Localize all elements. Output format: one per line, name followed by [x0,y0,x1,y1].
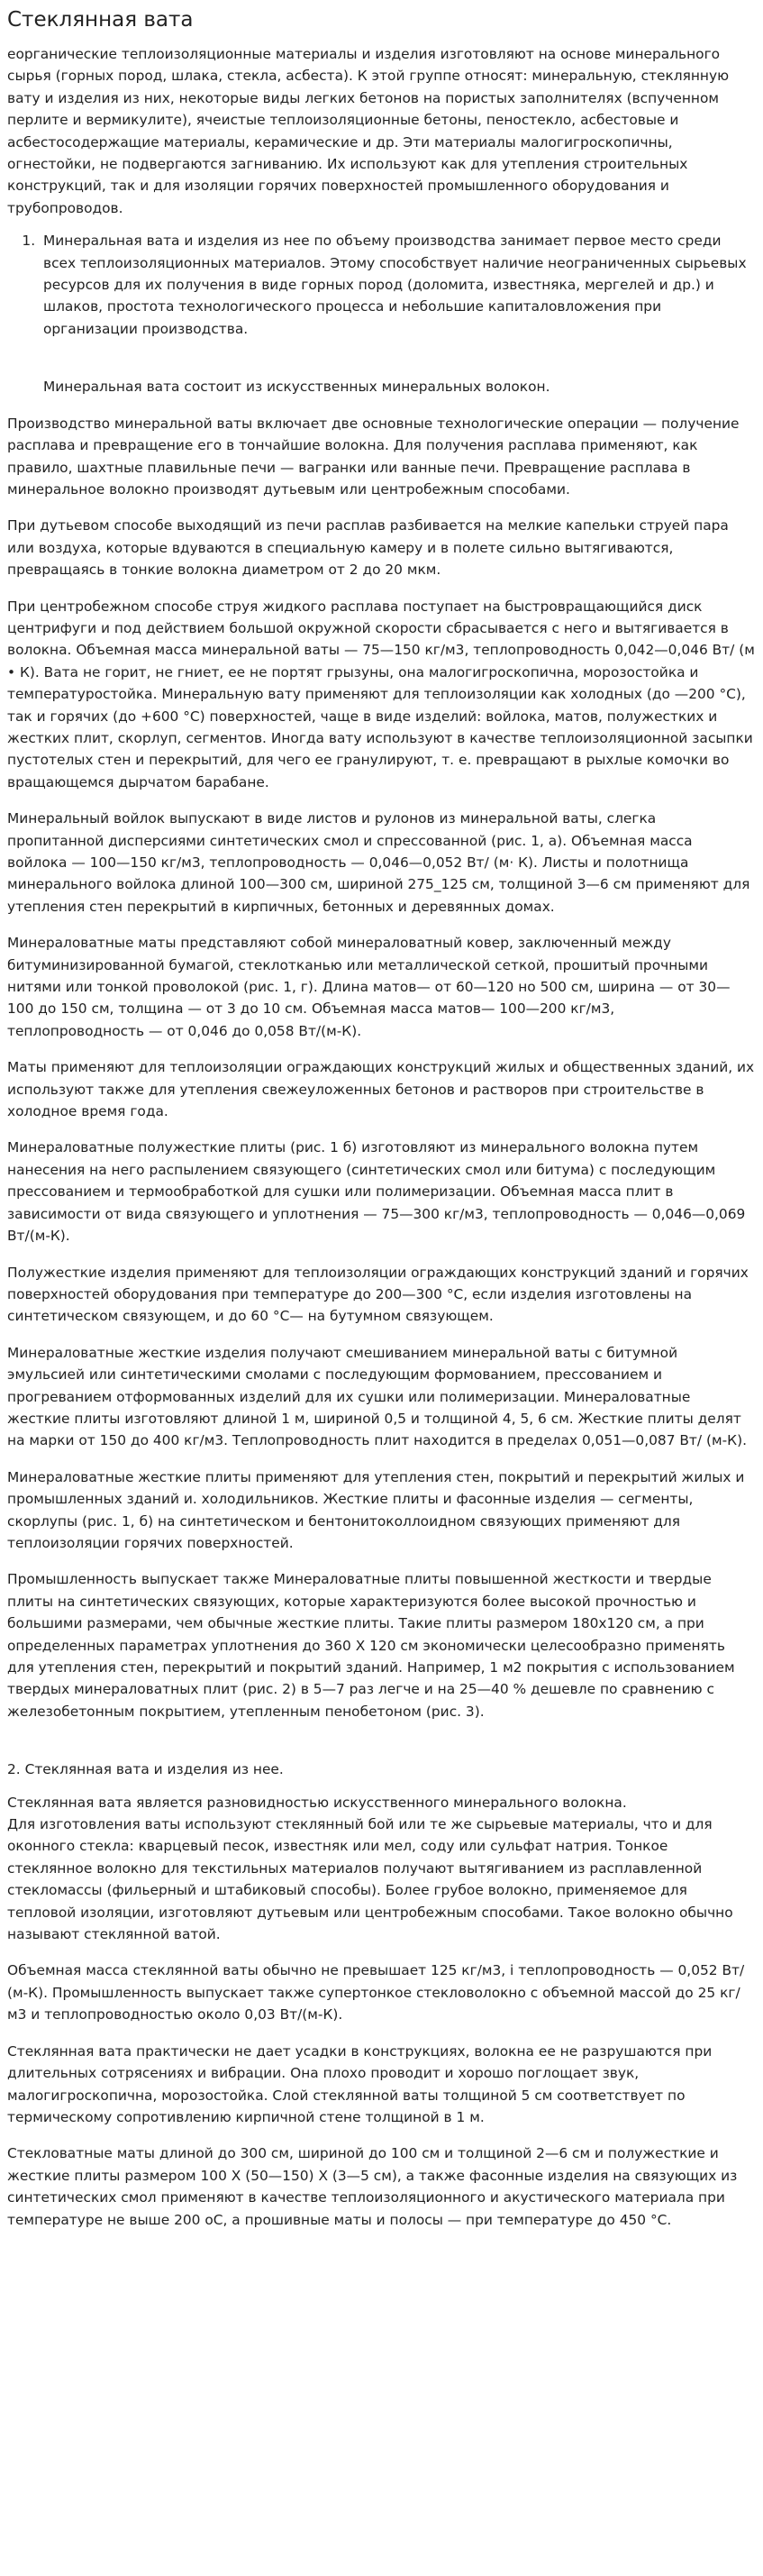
paragraph: Полужесткие изделия применяют для теплоизоляции ограждающих конструкций зданий и горячих поверхностей оборудования при температуре до 200—300 °С, если изделия изготовлены на синтетическом связующем, и до 60 °С— на бутумном связующем. [7,1264,749,1325]
list-item-text: 1. Минеральная вата и изделия из нее по объему производства занимает первое место среди всех теплоизоляционных материалов. Этому способствует наличие неограниченных сырьевых ресурсов для их получения в виде горных пород (доломита, известняка, мергелей и др.) и шлаков, простота технологического процесса и небольшие капиталовложения при организации производства. [43,233,747,337]
page-title: Стеклянная вата [7,8,194,32]
list-item [40,230,756,397]
paragraph: Производство минеральной ваты включает две основные технологические операции — получение расплава и превращение его в тончайшие волокна. Для получения расплава применяют, как правило, шахтные плавильные печи — вагранки или ванные печи. Превращение расплава в минеральное волокно производят дутьевым или центробежным способами. [7,415,740,498]
section-heading: 2. Стеклянная вата и изделия из нее. [7,1761,284,1778]
paragraph: Маты применяют для теплоизоляции ограждающих конструкций жилых и общественных зданий, их используют также для утепления свежеуложенных бетонов и растворов при строительстве в холодное время года. [7,1059,755,1120]
paragraph: При центробежном способе струя жидкого расплава поступает на быстровращающийся диск центрифуги и под действием большой окружной скорости сбрасывается с него и вытягивается в волокна. Объемная масса минеральной ваты — 75—150 кг/м3, теплопроводность 0,042—0,046 Вт/ (м • К). Вата не горит, не гниет, ее не портят грызуны, она малогигроскопична, морозостойка и температуростойка. Минеральную вату применяют для теплоизоляции как холодных (до —200 °С), так и горячих (до +600 °С) поверхностей, чаще в виде изделий: войлока, матов, полужестких и жестких плит, скорлуп, сегментов. Иногда вату используют в качестве теплоизоляционной засыпки пустотелых стен и перекрытий, для чего ее гранулируют, т. е. превращают в рыхлые комочки во вращающемся дырчатом барабане. [7,598,755,790]
paragraph: Минераловатные маты представляют собой минераловатный ковер, заключенный между битуминизированной бумагой, стеклотканью или металлической сеткой, прошитый прочными нитями или тонкой проволокой (рис. 1, г). Длина матов— от 60—120 но 500 см, ширина — от 30—100 до 150 см, толщина — от 3 до 10 см. Объемная масса матов— 100—200 кг/м3, теплопроводность — от 0,046 до 0,058 Вт/(м-К). [7,935,731,1039]
paragraph: Минеральный войлок выпускают в виде листов и рулонов из минеральной ваты, слегка пропитанной дисперсиями синтетических смол и спрессованной (рис. 1, а). Объемная масса войлока — 100—150 кг/м3, теплопроводность — 0,046—0,052 Вт/ (м· К). Листы и полотнища минерального войлока длиной 100—300 см, шириной 275_125 см, толщиной 3—6 см применяют для утепления стен перекрытий в кирпичных, бетонных и деревянных домах. [7,810,750,915]
list-item-subtext: Минеральная вата состоит из искусственных минеральных волокон. [43,379,550,396]
paragraph: Минераловатные полужесткие плиты (рис. 1 б) изготовляют из минерального волокна путем нанесения на него распылением связующего (синтетических смол или битума) с последующим прессованием и термообработкой для сушки или полимеризации. Объемная масса плит в зависимости от вида связующего и уплотнения — 75—300 кг/м3, теплопроводность — 0,046—0,069 Вт/(м-К). [7,1139,746,1245]
paragraph: Объемная масса стеклянной ваты обычно не превышает 125 кг/м3, і теплопроводность — 0,052 Вт/ (м-К). Промышленность выпускает также супертонкое стекловолокно с объемной массой до 25 кг/м3 и теплопроводностью около 0,03 Вт/(м-К). [7,1962,745,2023]
paragraph: Минераловатные жесткие плиты применяют для утепления стен, покрытий и перекрытий жилых и промышленных зданий и. холодильников. Жесткие плиты и фасонные изделия — сегменты, скорлупы (рис. 1, б) на синтетическом и бентонитоколлоидном связующих применяют для теплоизоляции горячих поверхностей. [7,1468,745,1551]
spacer [43,354,756,376]
paragraph: Для изготовления ваты используют стеклянный бой или те же сырьевые материалы, что и для оконного стекла: кварцевый песок, известняк или мел, соду или сульфат натрия. Тонкое стеклянное волокно для текстильных материалов получают вытягиванием из расплавленной стекломассы (фильерный и штабиковый способы). Более грубое волокно, применяемое для тепловой изоляции, изготовляют дутьевым или центробежным способами. Такое волокно обычно называют стеклянной ватой. [7,1816,733,1943]
paragraph: При дутьевом способе выходящий из печи расплав разбивается на мелкие капельки струей пара или воздуха, которые вдуваются в специальную камеру и в полете сильно вытягиваются, превращаясь в тонкие волокна диаметром от 2 до 20 мкм. [7,517,729,579]
numbered-list [7,230,756,397]
paragraph: Стеклянная вата практически не дает усадки в конструкциях, волокна ее не разрушаются при длительных сотрясениях и вибрации. Она плохо проводит и хорошо поглощает звук, малогигроскопична, морозостойка. Слой стеклянной ваты толщиной 5 см соответствует по термическому сопротивлению кирпичной стене толщиной в 1 м. [7,2042,713,2125]
paragraph: Минераловатные жесткие изделия получают смешиванием минеральной ваты с битумной эмульсией или синтетическими смолами с последующим формованием, прессованием и прогреванием отформованных изделий для их сушки или полимеризации. Минераловатные жесткие плиты изготовляют длиной 1 м, шириной 0,5 и толщиной 4, 5, 6 см. Жесткие плиты делят на марки от 150 до 400 кг/м3. Теплопроводность плит находится в пределах 0,051—0,087 Вт/ (м-К). [7,1344,747,1449]
section-lead: Стеклянная вата является разновидностью искусственного минерального волокна. [7,1794,627,1811]
paragraph: Промышленность выпускает также Минераловатные плиты повышенной жесткости и твердые плиты на синтетических связующих, которые характеризуются более высокой прочностью и большими размерами, чем обычные жесткие плиты. Такие плиты размером 180х120 см, а при определенных параметрах уплотнения до 360 Х 120 см экономически целесообразно применять для утепления стен, перекрытий и покрытий зданий. Например, 1 м2 покрытия с использованием твердых минераловатных плит (рис. 2) в 5—7 раз легче и на 25—40 % дешевле по сравнению с железобетонным покрытием, утепленным пенобетоном (рис. 3). [7,1571,735,1720]
paragraph: Стекловатные маты длиной до 300 см, шириной до 100 см и толщиной 2—6 см и полужесткие и жесткие плиты размером 100 Х (50—150) Х (3—5 см), а также фасонные изделия на связующих из синтетических смол применяют в качестве теплоизоляционного и акустического материала при температуре не выше 200 оС, а прошивные маты и полосы — при температуре до 450 °С. [7,2145,738,2228]
article [0,7,763,2231]
intro-paragraph: еорганические теплоизоляционные материалы и изделия изготовляют на основе минерального сырья (горных пород, шлака, стекла, асбеста). К этой группе относят: минеральную, стеклянную вату и изделия из них, некоторые виды легких бетонов на пористых заполнителях (вспученном перлите и вермикулите), ячеистые теплоизоляционные бетоны, пеностекло, асбестовые и асбестосодержащие материалы, керамические и др. Эти материалы малогигроскопичны, огнестойки, не подвергаются загниванию. Их используют как для утепления строительных конструкций, так и для изоляции горячих поверхностей промышленного оборудования и трубопроводов. [7,46,730,216]
